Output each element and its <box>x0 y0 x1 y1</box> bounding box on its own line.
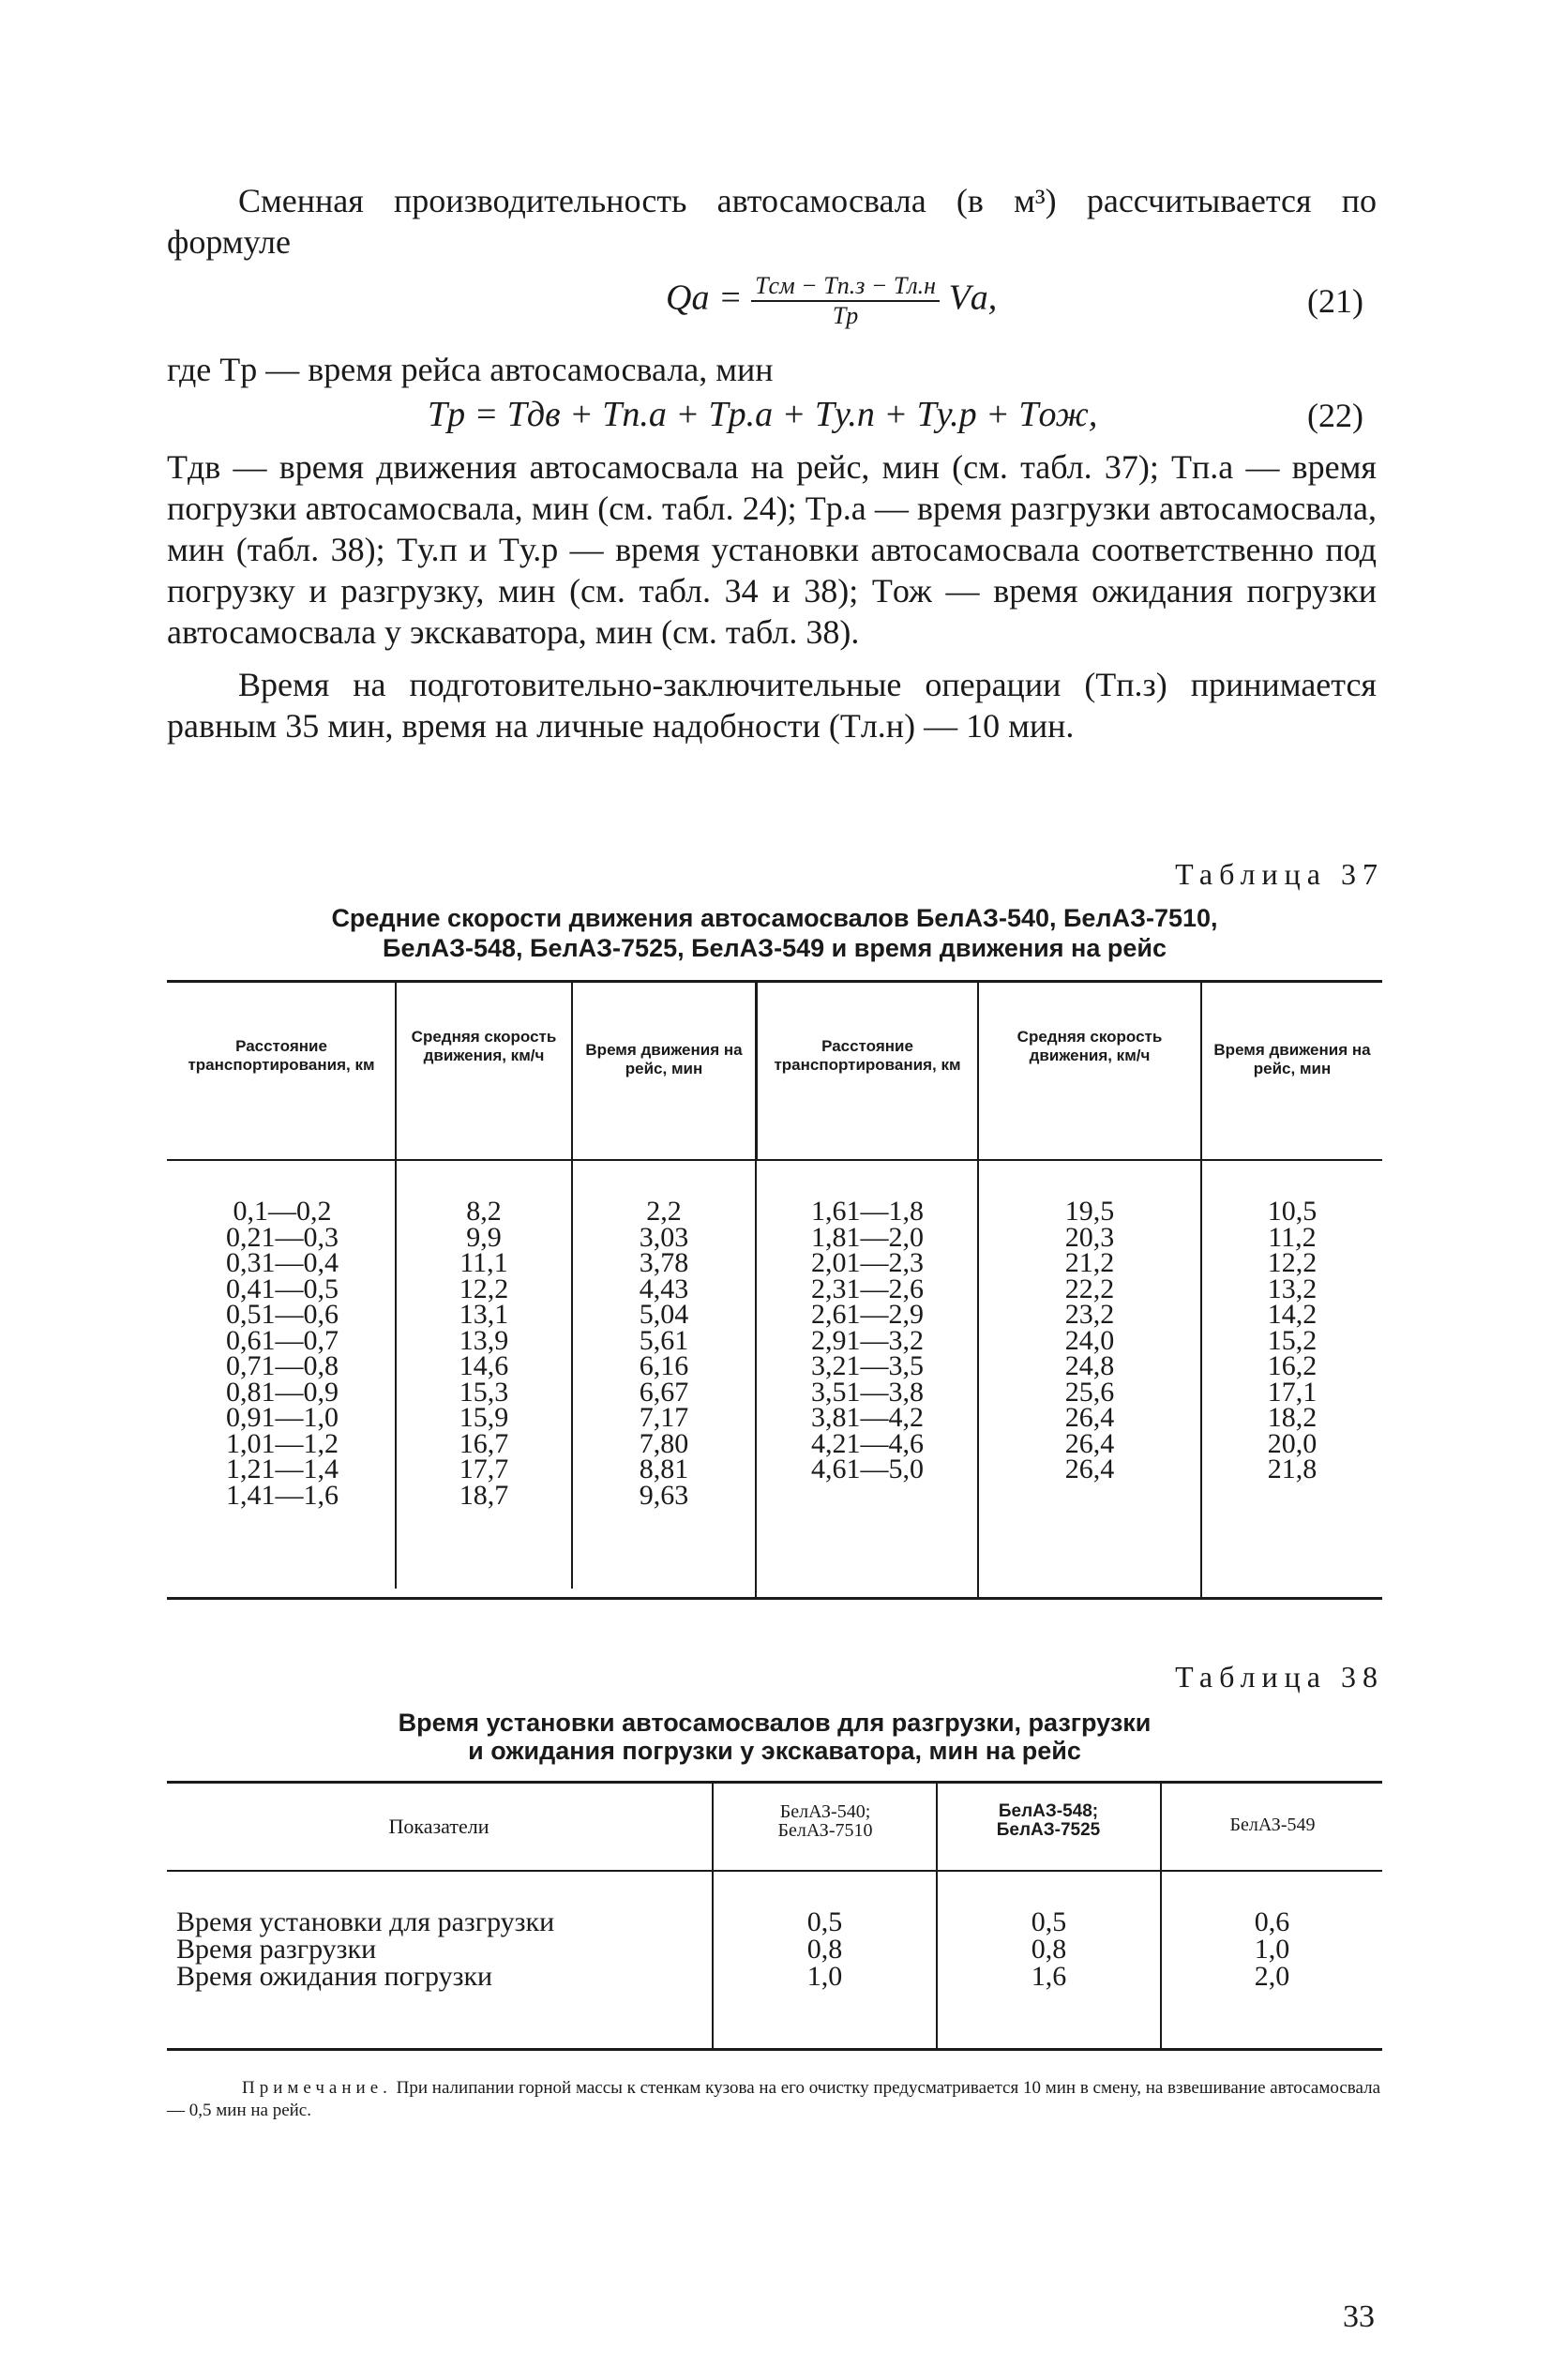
table38-top-rule <box>167 1781 1382 1784</box>
table37-cell-speed: 26,4 <box>1064 1427 1115 1459</box>
table37-cell-speed: 8,2 <box>466 1196 502 1227</box>
formula-21 <box>666 272 997 330</box>
formula-21-tail: Vа, <box>948 278 998 318</box>
table37-cell-time: 3,03 <box>639 1221 689 1253</box>
formula-21-number: (21) <box>1307 282 1363 320</box>
table37-cell-speed: 26,4 <box>1064 1454 1115 1484</box>
table37-cell-speed: 12,2 <box>459 1273 509 1304</box>
table37-cell-speed: 25,6 <box>1064 1376 1115 1408</box>
table37-cell-distance: 0,41—0,5 <box>226 1273 339 1304</box>
table37-cell-distance: 0,51—0,6 <box>226 1299 339 1330</box>
table37-cell-speed: 21,2 <box>1064 1247 1115 1278</box>
table37-cell-speed: 20,3 <box>1064 1221 1115 1253</box>
table37-cell-time: 8,81 <box>639 1454 689 1484</box>
table37-bottom-rule <box>167 1597 1382 1600</box>
table38-vline-3a <box>1160 1784 1162 1870</box>
table37-cell-speed: 22,2 <box>1064 1273 1115 1304</box>
table37-cell-distance: 4,21—4,6 <box>811 1427 924 1459</box>
table37-vline-1a <box>395 983 397 1159</box>
formula-21-lhs: Qa = <box>666 278 743 318</box>
table38-cell-v2: 1,6 <box>1031 1961 1067 1992</box>
where-line: где Tр — время рейса автосамосвала, мин <box>167 351 774 388</box>
table37-cell-time: 5,61 <box>639 1324 689 1356</box>
table37-left-time-column <box>574 1196 754 1511</box>
table37-cell-speed: 9,9 <box>466 1221 502 1253</box>
table37-cell-distance: 1,21—1,4 <box>226 1454 339 1484</box>
table38-header-col3: БелАЗ-549 <box>1229 1815 1316 1835</box>
table37-header-distance-right: Расстояние транспортирования, км <box>774 1037 961 1074</box>
table37-cell-time: 10,5 <box>1267 1196 1318 1227</box>
table38-header-indicator: Показатели <box>388 1815 489 1838</box>
note-label: Примечание. <box>242 2078 392 2098</box>
table37-cell-distance: 0,1—0,2 <box>233 1196 332 1227</box>
note-paragraph <box>167 2077 1382 2122</box>
table38-row-label: Время разгрузки <box>176 1934 377 1965</box>
table37-cell-distance: 1,01—1,2 <box>226 1427 339 1459</box>
table37-cell-speed: 15,3 <box>459 1376 509 1408</box>
table37-cell-speed: 24,8 <box>1064 1350 1115 1381</box>
table37-cell-time: 4,43 <box>639 1273 689 1304</box>
table37-cell-speed: 15,9 <box>459 1402 509 1433</box>
table37-cell-time: 21,8 <box>1267 1454 1318 1484</box>
table37-caption: Таблица 37 <box>1175 857 1384 891</box>
formula-21-fraction <box>751 272 940 330</box>
table38-header-col1: БелАЗ-540; БелАЗ-7510 <box>777 1801 873 1841</box>
prep-time-paragraph: Время на подготовительно-заключительные операции (Tп.з) принимается равным 35 мин, время на личные надобности (Tл.н) — 10 мин. <box>167 666 1377 745</box>
table38-cell-v3: 1,0 <box>1254 1934 1290 1965</box>
table37-vline-2b <box>571 1161 573 1589</box>
table37-cell-speed: 23,2 <box>1064 1299 1115 1330</box>
table37-cell-distance: 2,31—2,6 <box>811 1273 924 1304</box>
table37-header-distance-left: Расстояние транспортирования, км <box>188 1037 375 1074</box>
table37-header-speed-right: Средняя скорость движения, км/ч <box>1016 1028 1163 1064</box>
table37-cell-speed: 19,5 <box>1064 1196 1115 1227</box>
formula-22-number: (22) <box>1307 397 1363 434</box>
table37-cell-distance: 4,61—5,0 <box>811 1454 924 1484</box>
table37-cell-distance: 0,21—0,3 <box>226 1221 339 1253</box>
table37-cell-distance: 2,91—3,2 <box>811 1324 924 1356</box>
table38-bottom-rule <box>167 2048 1382 2051</box>
table37-cell-distance: 3,21—3,5 <box>811 1350 924 1381</box>
table37-cell-time: 17,1 <box>1267 1376 1318 1408</box>
table37-cell-time: 20,0 <box>1267 1427 1318 1459</box>
table38-header-col2: БелАЗ-548; БелАЗ-7525 <box>996 1801 1101 1840</box>
table37-cell-speed: 11,1 <box>459 1247 508 1278</box>
table37-header-time-right: Время движения на рейс, мин <box>1213 1041 1371 1077</box>
table37-cell-distance: 2,61—2,9 <box>811 1299 924 1330</box>
table38-vline-1a <box>712 1784 714 1870</box>
table37-cell-time: 6,67 <box>639 1376 689 1408</box>
table37-cell-time: 3,78 <box>639 1247 689 1278</box>
table37-cell-distance: 3,51—3,8 <box>811 1376 924 1408</box>
table37-vline-2a <box>571 983 573 1159</box>
page-number: 33 <box>1343 2299 1375 2334</box>
table37-cell-time: 16,2 <box>1267 1350 1318 1381</box>
table37-cell-time: 13,2 <box>1267 1273 1318 1304</box>
table37-right-distance-column <box>760 1198 975 1483</box>
table37-cell-speed: 13,1 <box>459 1299 509 1330</box>
table38-header-rule <box>167 1870 1382 1872</box>
table37-cell-speed: 14,6 <box>459 1350 509 1381</box>
table38-cell-v1: 0,8 <box>806 1934 843 1965</box>
table37-cell-distance: 2,01—2,3 <box>811 1247 924 1278</box>
table38-cell-v3: 0,6 <box>1254 1906 1290 1937</box>
table37-left-speed-column <box>397 1196 571 1511</box>
table38-cell-v1: 0,5 <box>806 1906 843 1937</box>
table38-title-line2: и ожидания погрузки у экскаватора, мин на рейс <box>468 1737 1081 1765</box>
table37-cell-time: 11,2 <box>1268 1221 1317 1253</box>
table37-cell-time: 7,17 <box>639 1402 689 1433</box>
table37-right-speed-column <box>979 1198 1200 1483</box>
table37-cell-distance: 0,61—0,7 <box>226 1324 339 1356</box>
table37-header-time-left: Время движения на рейс, мин <box>585 1041 743 1077</box>
table37-header-speed-left: Средняя скорость движения, км/ч <box>411 1028 557 1064</box>
table37-title-line2: БелАЗ-548, БелАЗ-7525, БелАЗ-549 и время движения на рейс <box>383 934 1167 962</box>
table37-cell-speed: 18,7 <box>459 1479 509 1511</box>
formula-22: Tр = Tдв + Tп.а + Tр.а + Tу.п + Tу.р + Tож, <box>428 395 1098 434</box>
table38-vline-2a <box>936 1784 938 1870</box>
table37-right-time-column <box>1203 1198 1381 1483</box>
table37-vline-5b <box>1200 1161 1202 1597</box>
table37-cell-distance: 1,61—1,8 <box>811 1196 924 1227</box>
table37-cell-time: 5,04 <box>639 1299 689 1330</box>
table37-cell-speed: 13,9 <box>459 1324 509 1356</box>
table37-cell-time: 7,80 <box>639 1427 689 1459</box>
table38-title-line1: Время установки автосамосвалов для разгрузки, разгрузки <box>398 1709 1152 1737</box>
table38-cell-v2: 0,8 <box>1031 1934 1067 1965</box>
table37-cell-distance: 0,31—0,4 <box>226 1247 339 1278</box>
table37-cell-distance: 0,91—1,0 <box>226 1402 339 1433</box>
intro-paragraph: Сменная производительность автосамосвала (в м³) рассчитывается по формуле <box>167 182 1377 261</box>
table37-cell-time: 9,63 <box>639 1479 689 1511</box>
table38-cell-v3: 2,0 <box>1254 1961 1290 1992</box>
table37-vline-3a <box>755 983 758 1159</box>
table37-vline-5a <box>1200 983 1202 1159</box>
table37-left-distance-column <box>174 1196 390 1511</box>
table37-cell-speed: 17,7 <box>459 1454 509 1484</box>
table37-cell-time: 6,16 <box>639 1350 689 1381</box>
table37-cell-distance: 1,41—1,6 <box>226 1479 339 1511</box>
table37-cell-speed: 16,7 <box>459 1427 509 1459</box>
table37-cell-speed: 24,0 <box>1064 1324 1115 1356</box>
definitions-paragraph: Tдв — время движения автосамосвала на рейс, мин (см. табл. 37); Tп.а — время погрузки автосамосвала, мин (см. табл. 24); Tр.а — время разгрузки автосамосвала, мин (табл. 38); Tу.п и Tу.р — время установки автосамосвала соответственно под погрузку и разгрузку, мин (см. табл. 34 и 38); Tож — время ожидания погрузки автосамосвала у экскаватора, мин (см. табл. 38). <box>167 448 1377 651</box>
table38-row-label: Время ожидания погрузки <box>176 1961 493 1992</box>
table37-cell-time: 14,2 <box>1267 1299 1318 1330</box>
table38-caption: Таблица 38 <box>1175 1660 1384 1694</box>
table37-cell-time: 18,2 <box>1267 1402 1318 1433</box>
table37-cell-distance: 1,81—2,0 <box>811 1221 924 1253</box>
table37-cell-speed: 26,4 <box>1064 1402 1115 1433</box>
formula-21-numerator: Tсм − Tп.з − Tл.н <box>751 272 940 302</box>
table37-title-line1: Средние скорости движения автосамосвалов БелАЗ-540, БелАЗ-7510, <box>331 904 1218 932</box>
table37-cell-time: 12,2 <box>1267 1247 1318 1278</box>
table37-cell-distance: 0,71—0,8 <box>226 1350 339 1381</box>
table37-vline-3b <box>755 1161 757 1597</box>
table37-vline-4a <box>977 983 979 1159</box>
note-text: При налипании горной массы к стенкам кузова на его очистку предусматривается 10 мин в смену, на взвешивание автосамосвала — 0,5 мин на рейс. <box>167 2078 1381 2120</box>
table37-cell-time: 2,2 <box>646 1196 682 1227</box>
table37-cell-time: 15,2 <box>1267 1324 1318 1356</box>
table38-cell-v2: 0,5 <box>1031 1906 1067 1937</box>
table37-cell-distance: 0,81—0,9 <box>226 1376 339 1408</box>
table38-cell-v1: 1,0 <box>806 1961 843 1992</box>
formula-21-denominator: Tр <box>832 302 859 329</box>
table38-row-label: Время установки для разгрузки <box>176 1906 555 1937</box>
table37-cell-distance: 3,81—4,2 <box>811 1402 924 1433</box>
